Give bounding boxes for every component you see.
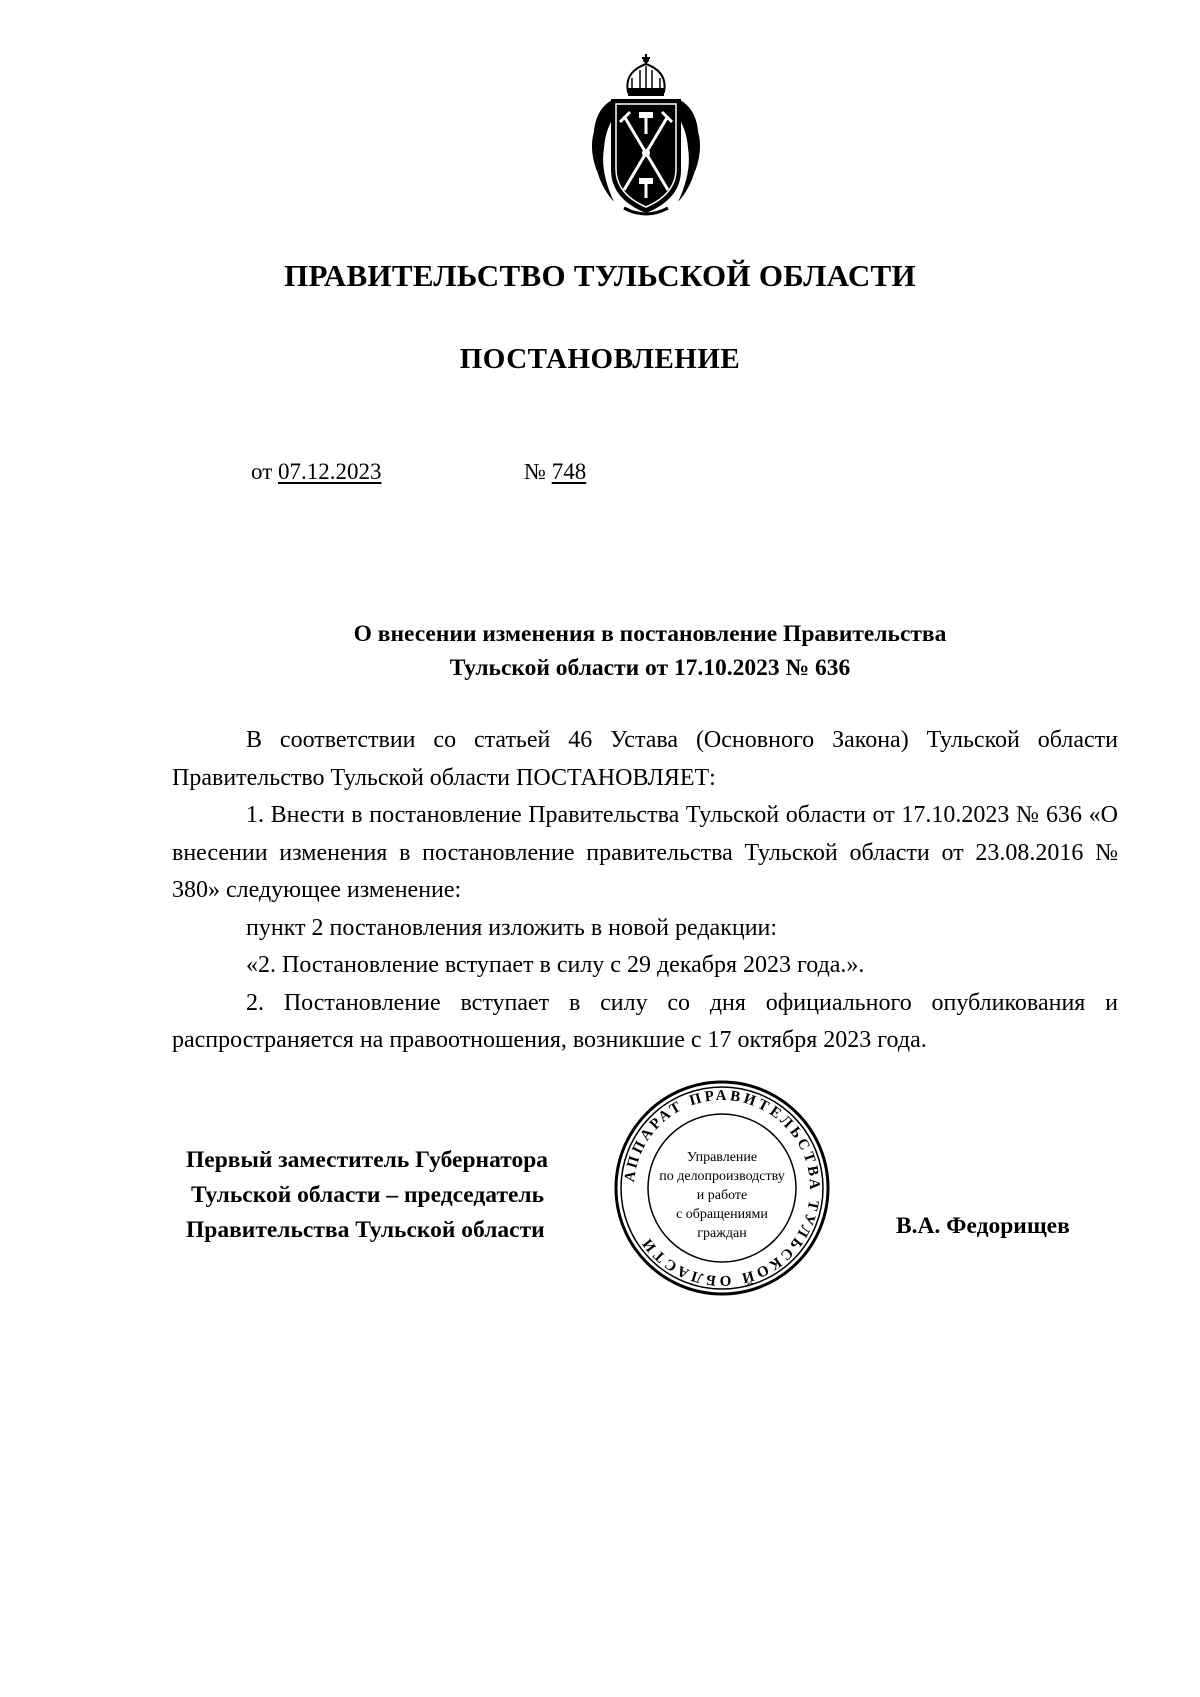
- body-paragraph-amendment-intro: пункт 2 постановления изложить в новой редакции:: [246, 914, 778, 941]
- seal-center-text: [640, 1148, 804, 1243]
- number-prefix: №: [524, 459, 546, 484]
- signatory-name: В.А. Федорищев: [896, 1213, 1070, 1239]
- government-title: ПРАВИТЕЛЬСТВО ТУЛЬСКОЙ ОБЛАСТИ: [284, 258, 916, 293]
- number-value: 748: [551, 459, 587, 484]
- seal-ring-text: АППАРАТ ПРАВИТЕЛЬСТВА ТУЛЬСКОЙ ОБЛАСТИ: [622, 1087, 823, 1289]
- seal-center-line-1: Управление: [686, 1150, 758, 1165]
- document-subject: [170, 617, 1130, 685]
- signatory-position: [186, 1143, 656, 1248]
- seal-center-line-4: с обращениями: [676, 1207, 768, 1222]
- date-value: 07.12.2023: [278, 459, 382, 484]
- seal-center-line-3: и работе: [696, 1188, 748, 1203]
- signatory-position-line-1: Первый заместитель Губернатора: [186, 1147, 549, 1173]
- subject-line-2: Тульской области от 17.10.2023 № 636: [449, 655, 851, 681]
- coat-of-arms-icon: [584, 52, 708, 220]
- seal-center-line-2: по делопроизводству: [659, 1169, 785, 1184]
- document-number: [524, 459, 586, 485]
- body-paragraph-item-2: 2. Постановление вступает в силу со дня официального опубликования и распространяется на правоотношения, возникшие с 17 октября 2023 года.: [172, 989, 1118, 1053]
- document-date: [251, 459, 382, 485]
- seal-center-line-5: граждан: [697, 1226, 747, 1241]
- body-paragraph-amendment-text: «2. Постановление вступает в силу с 29 декабря 2023 года.».: [246, 952, 865, 978]
- document-type: ПОСТАНОВЛЕНИЕ: [459, 343, 741, 375]
- subject-line-1: О внесении изменения в постановление Правительства: [353, 621, 947, 647]
- signatory-position-line-3: Правительства Тульской области: [186, 1217, 545, 1243]
- date-prefix: от: [251, 459, 273, 484]
- body-paragraph-preamble: В соответствии со статьей 46 Устава (Основного Закона) Тульской области Правительство Тульской области ПОСТАНОВЛЯЕТ:: [172, 727, 1118, 791]
- document-body: [172, 722, 1118, 1060]
- signatory-position-line-2: Тульской области – председатель: [191, 1182, 545, 1208]
- body-paragraph-item-1: 1. Внести в постановление Правительства Тульской области от 17.10.2023 № 636 «О внесении изменения в постановление правительства Тульской области от 23.08.2016 № 380» следующее изменение:: [172, 802, 1118, 903]
